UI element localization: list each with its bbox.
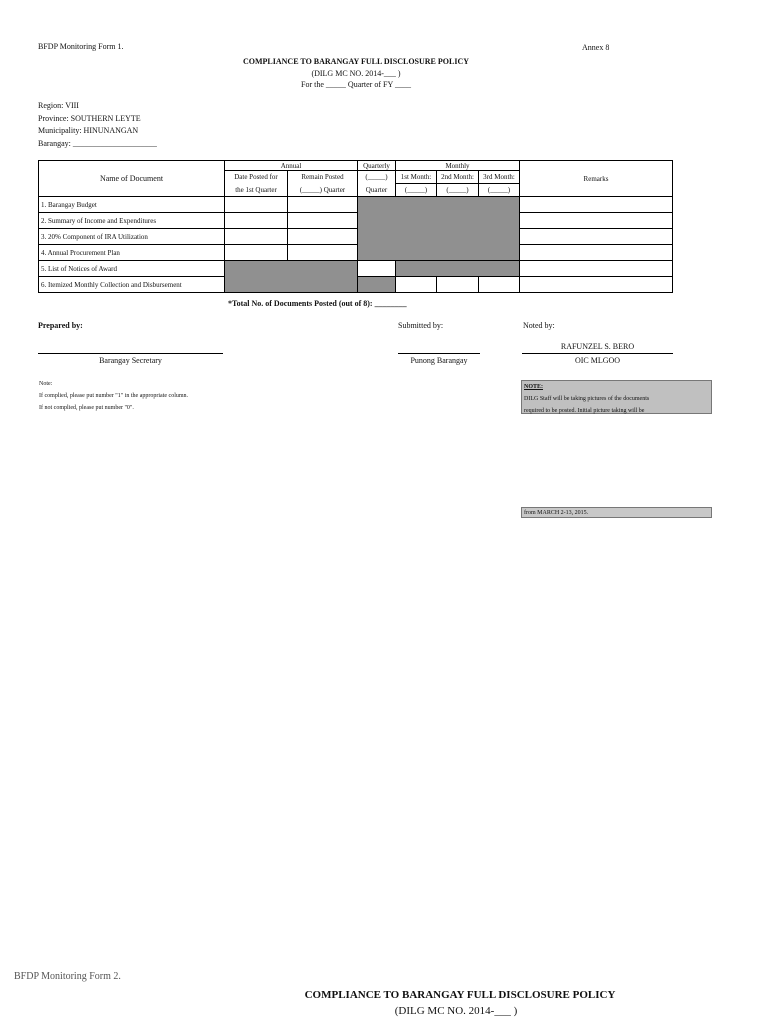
quarter-line: For the _____ Quarter of FY ____ xyxy=(301,80,411,89)
remarks-cell[interactable] xyxy=(520,245,673,261)
shaded-cell xyxy=(396,261,520,277)
table-row: 5. List of Notices of Award xyxy=(39,261,225,277)
mlgoo-name: RAFUNZEL S. BERO xyxy=(560,342,635,351)
quarterly-blank: (_____) xyxy=(358,171,396,184)
input-cell[interactable] xyxy=(288,213,358,229)
col-name-header: Name of Document xyxy=(39,161,225,197)
input-cell[interactable] xyxy=(358,261,396,277)
quarterly-label: Quarter xyxy=(358,184,396,197)
table-row: 2. Summary of Income and Expenditures xyxy=(39,213,225,229)
note-line-1: If complied, please put number "1" in the appropriate column. xyxy=(39,393,189,399)
input-cell[interactable] xyxy=(288,229,358,245)
remarks-cell[interactable] xyxy=(520,197,673,213)
col-annual-header: Annual xyxy=(225,161,358,171)
noted-by-label: Noted by: xyxy=(523,321,555,330)
input-cell[interactable] xyxy=(288,245,358,261)
col-quarterly-header: Quarterly xyxy=(358,161,396,171)
month-2-header: 2nd Month: xyxy=(437,171,479,184)
mc-number: (DILG MC NO. 2014-___ ) xyxy=(311,69,401,78)
form2-label: BFDP Monitoring Form 2. xyxy=(14,971,121,982)
input-cell[interactable] xyxy=(437,277,479,293)
table-row: 1. Barangay Budget xyxy=(39,197,225,213)
shaded-cell xyxy=(358,197,520,261)
prepared-by-label: Prepared by: xyxy=(38,321,83,330)
note-box-title: NOTE: xyxy=(524,384,544,390)
col-monthly-header: Monthly xyxy=(396,161,520,171)
input-cell[interactable] xyxy=(225,213,288,229)
signature-line xyxy=(522,353,673,354)
month-1-blank: (_____) xyxy=(396,184,437,197)
annex-label: Annex 8 xyxy=(582,43,610,52)
table-row: 6. Itemized Monthly Collection and Disbursement xyxy=(39,277,225,293)
secretary-label: Barangay Secretary xyxy=(99,356,162,365)
input-cell[interactable] xyxy=(288,197,358,213)
page-title: COMPLIANCE TO BARANGAY FULL DISCLOSURE POLICY xyxy=(242,57,470,66)
col-remarks-header: Remarks xyxy=(520,161,673,197)
punong-label: Punong Barangay xyxy=(410,356,468,365)
signature-line xyxy=(38,353,223,354)
form2-mc-number: (DILG MC NO. 2014-___ ) xyxy=(394,1005,518,1017)
annual-remain-posted-b: (_____) Quarter xyxy=(288,184,358,197)
shaded-cell xyxy=(225,261,358,293)
remarks-cell[interactable] xyxy=(520,229,673,245)
note-box-line-1: DILG Staff will be taking pictures of the documents xyxy=(524,396,650,402)
table-row: 4. Annual Procurement Plan xyxy=(39,245,225,261)
mlgoo-title: OIC MLGOO xyxy=(574,356,621,365)
note-line-2: If not complied, please put number "0". xyxy=(39,405,134,411)
province: Province: SOUTHERN LEYTE xyxy=(38,114,141,123)
note-box xyxy=(521,380,712,414)
input-cell[interactable] xyxy=(225,197,288,213)
form2-title: COMPLIANCE TO BARANGAY FULL DISCLOSURE POLICY xyxy=(304,989,616,1001)
month-3-blank: (_____) xyxy=(479,184,520,197)
annual-date-posted-a: Date Posted for xyxy=(225,171,288,184)
submitted-by-label: Submitted by: xyxy=(398,321,444,330)
input-cell[interactable] xyxy=(396,277,437,293)
input-cell[interactable] xyxy=(225,245,288,261)
note-box-footer: from MARCH 2-13, 2015. xyxy=(521,507,712,518)
annual-date-posted-b: the 1st Quarter xyxy=(225,184,288,197)
total-documents: *Total No. of Documents Posted (out of 8): ________ xyxy=(228,299,407,308)
signature-line xyxy=(398,353,480,354)
annual-remain-posted-a: Remain Posted xyxy=(288,171,358,184)
note-label: Note: xyxy=(39,381,53,387)
remarks-cell[interactable] xyxy=(520,213,673,229)
region: Region: VIII xyxy=(38,101,79,110)
remarks-cell[interactable] xyxy=(520,277,673,293)
form-label: BFDP Monitoring Form 1. xyxy=(38,42,124,51)
input-cell[interactable] xyxy=(479,277,520,293)
input-cell[interactable] xyxy=(225,229,288,245)
compliance-table xyxy=(38,160,673,293)
shaded-cell xyxy=(358,277,396,293)
month-1-header: 1st Month: xyxy=(396,171,437,184)
note-box-line-2: required to be posted. Initial picture taking will be xyxy=(524,408,645,414)
municipality: Municipality: HINUNANGAN xyxy=(38,126,139,135)
month-2-blank: (_____) xyxy=(437,184,479,197)
barangay: Barangay: _____________________ xyxy=(38,139,157,148)
month-3-header: 3rd Month: xyxy=(479,171,520,184)
table-row: 3. 20% Component of IRA Utilization xyxy=(39,229,225,245)
remarks-cell[interactable] xyxy=(520,261,673,277)
